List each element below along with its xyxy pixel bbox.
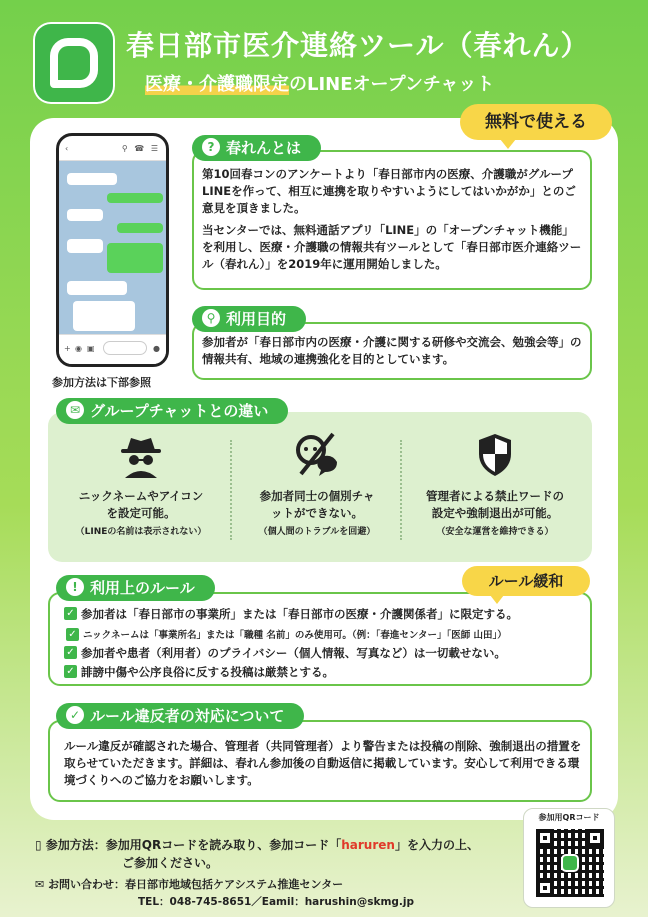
rules-heading-label: 利用上のルール [90,579,195,597]
diff-admin-note: （安全な運営を維持できる） [436,527,554,537]
chat-input-bar [59,334,166,364]
chat-bubble [67,173,117,185]
rule-text: 誹謗中傷や公序良俗に反する投稿は厳禁とする。 [81,665,334,679]
message-field [103,341,147,355]
about-heading-label: 春れんとは [226,139,302,157]
check-icon: ✓ [66,628,79,641]
search-icon: ⚲ [202,309,220,327]
diff-private-line2: ットができない。 [271,506,363,520]
rule-item [64,645,506,661]
join-instructions [35,836,479,853]
page-subtitle [145,70,494,96]
chat-bubble [117,223,163,233]
rule-item [64,664,334,680]
diff-admin [410,430,580,537]
about-heading [192,135,321,161]
app-logo [33,22,115,104]
violation-heading [56,703,304,729]
plus-icon: + [64,344,71,353]
join-suffix: 」を入力の上、 [394,838,479,852]
subtitle-highlight: 医療・介護職限定 [145,74,289,95]
page-title: 春日部市医介連絡ツール（春れん） [126,29,590,62]
phone-illustration [56,133,169,367]
camera-icon: ◉ [75,344,82,353]
check-icon: ✓ [64,607,77,620]
qr-finder [586,829,604,847]
subtitle-rest: のLINEオープンチャット [289,74,495,95]
header [0,0,648,120]
join-code: haruren [341,838,395,852]
diff-no-private-chat [232,430,402,537]
contact-details: TEL：048-745-8651／Eamil：harushin@skmg.jp [138,896,415,908]
chat-icon: ✉ [66,401,84,419]
diff-nickname [56,430,226,537]
header-icons: ⚲ ☎ ☰ [121,144,160,153]
purpose-heading [192,306,306,332]
qr-label: 参加用QRコード [538,813,600,822]
about-paragraph-2: 当センターでは、無料通話アプリ「LINE」の「オープンチャット機能」を利用し、医療・介護職の情報共有ツールとして「春日部市医介連絡ツール（春れん）」を2019年に運用開始しました。 [202,223,582,271]
shield-check-icon: ✓ [66,706,84,724]
chat-bubble [67,281,127,295]
chat-screen [59,161,166,336]
chat-bubble [67,239,103,253]
shield-icon [471,430,519,478]
check-icon: ✓ [64,646,77,659]
rule-text: ニックネームは「事業所名」または「職種 名前」のみ使用可。（例：「春進センター」「医師 山田」） [83,630,507,641]
diff-heading-label: グループチャットとの違い [90,402,269,420]
chat-bubble [107,243,163,273]
diff-admin-line1: 管理者による禁止ワードの [426,489,564,503]
back-icon: ‹ [65,144,69,153]
rule-item [64,606,518,622]
image-icon: ▣ [87,344,95,353]
diff-nickname-note: （LINEの名前は表示されない） [75,527,207,537]
contact-text: お問い合わせ：春日部市地域包括ケアシステム推進センター [48,878,344,891]
warning-icon: ! [66,578,84,596]
qr-card [523,808,615,908]
violation-text: ルール違反が確認された場合、管理者（共同管理者）より警告または投稿の削除、強制退出の措置を取らせていただきます。詳細は、春れん参加後の自動返信に掲載しています。安心して利用できる環境づくりへのご協力をお願いします。 [64,739,582,787]
qr-code[interactable] [536,829,604,897]
phone-header [59,136,166,161]
rules-relaxed-badge: ルール緩和 [462,566,590,596]
diff-nickname-text [56,488,226,522]
chat-bubble [67,209,103,221]
mic-icon: ● [153,344,160,353]
join-line-2: ご参加ください。 [122,856,219,870]
diff-heading [56,398,288,424]
purpose-heading-label: 利用目的 [226,310,287,328]
about-paragraph-1: 第10回春コンのアンケートより「春日部市内の医療、介護職がグループLINEを作って、相互に連携を取りやすいようにしてはいかがか」とのご意見を頂きました。 [202,167,576,215]
rule-text: 参加者や患者（利用者）のプライバシー（個人情報、写真など）は一切載せない。 [81,646,506,660]
qr-center-logo [561,854,579,872]
rules-heading [56,575,215,601]
purpose-text: 参加者が「春日部市内の医療・介護に関する研修や交流会、勉強会等」の情報共有、地域の連携強化を目的としています。 [202,335,582,366]
diff-nickname-line2: を設定可能。 [106,506,176,520]
diff-private-line1: 参加者同士の個別チャ [259,489,375,503]
chat-bubble [107,193,163,203]
diff-private-note: （個人間のトラブルを回避） [258,527,376,537]
chat-bubble [73,301,135,331]
contact-line [35,876,343,892]
mail-icon: ✉ [35,878,45,891]
diff-nickname-line1: ニックネームやアイコン [78,489,204,503]
no-chat-icon [293,430,341,478]
qr-finder [536,829,554,847]
phone-caption: 参加方法は下部参照 [52,376,151,389]
check-icon: ✓ [64,665,77,678]
diff-admin-text [410,488,580,522]
violation-heading-label: ルール違反者の対応について [90,707,285,725]
question-icon: ? [202,138,220,156]
rule-text: 参加者は「春日部市の事業所」または「春日部市の医療・介護関係者」に限定する。 [81,607,518,621]
qr-finder [536,879,554,897]
diff-private-text [232,488,402,522]
phone-icon: ▯ [35,838,42,852]
incognito-icon [117,430,165,478]
diff-admin-line2: 設定や強制退出が可能。 [431,506,559,520]
join-prefix: 参加方法：参加用QRコードを読み取り、参加コード「 [45,838,342,852]
free-badge: 無料で使える [460,104,612,140]
rule-item [66,627,507,642]
divider [400,440,402,540]
